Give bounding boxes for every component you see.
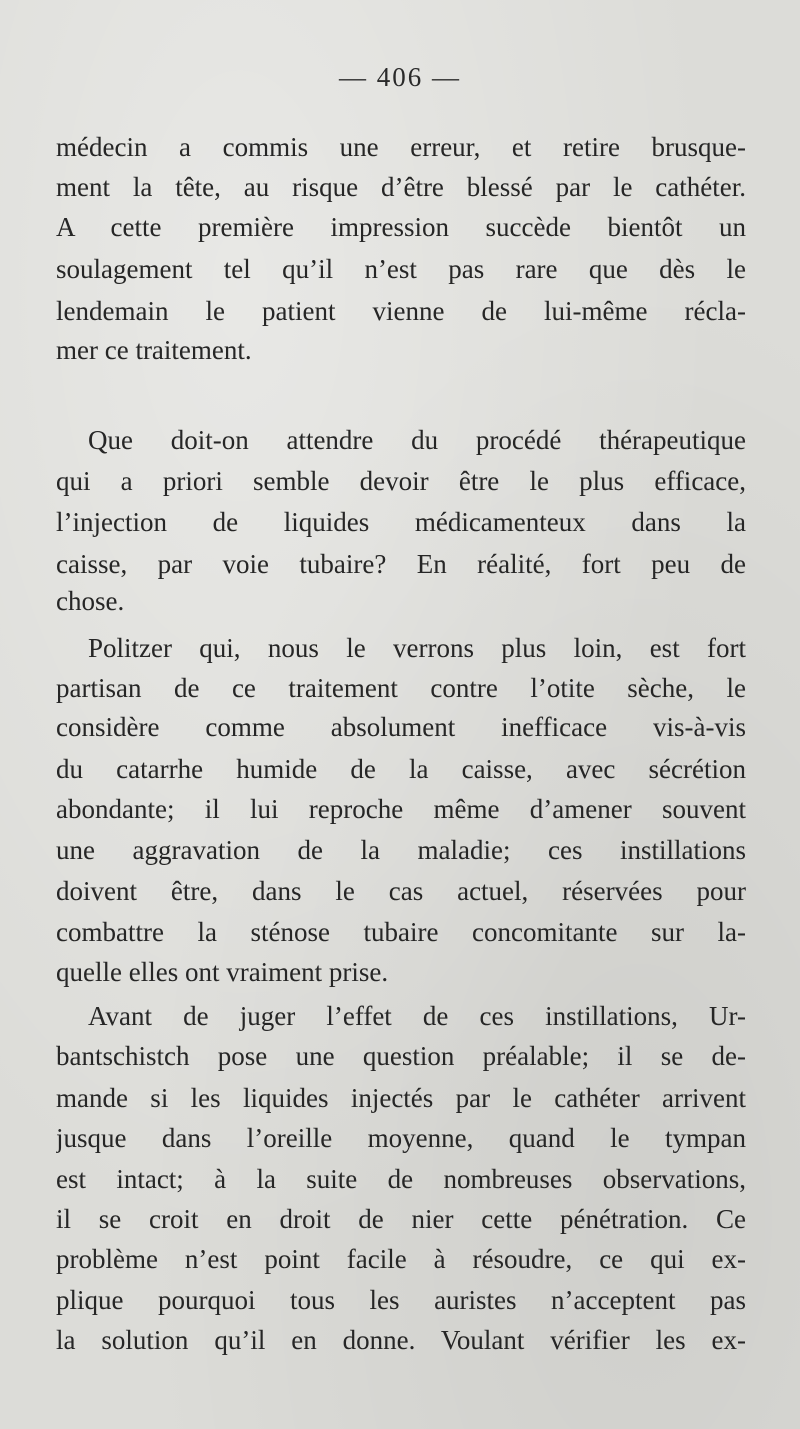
text-line: combattre la sténose tubaire concomitante sur la- xyxy=(56,917,746,947)
text-line: partisan de ce traitement contre l’otite sèche, le xyxy=(56,673,746,703)
text-line: mande si les liquides injectés par le cathéter arrivent xyxy=(56,1083,746,1113)
text-line: une aggravation de la maladie; ces instillations xyxy=(56,835,746,865)
page-number: — 406 — xyxy=(339,62,461,92)
text-line: la solution qu’il en donne. Voulant vérifier les ex- xyxy=(56,1325,746,1355)
text-line: A cette première impression succède bientôt un xyxy=(56,212,746,242)
text-line: quelle elles ont vraiment prise. xyxy=(56,957,389,987)
text-line: jusque dans l’oreille moyenne, quand le tympan xyxy=(56,1123,746,1153)
text-line: chose. xyxy=(56,586,125,616)
text-line: l’injection de liquides médicamenteux dans la xyxy=(56,507,746,537)
text-line: Que doit-on attendre du procédé thérapeutique xyxy=(88,425,746,455)
text-line: bantschistch pose une question préalable; il se de- xyxy=(56,1041,746,1071)
text-line: problème n’est point facile à résoudre, ce qui ex- xyxy=(56,1244,746,1274)
text-line: Politzer qui, nous le verrons plus loin, est fort xyxy=(88,633,746,663)
text-line: considère comme absolument inefficace vis-à-vis xyxy=(56,712,746,742)
text-line: doivent être, dans le cas actuel, réservées pour xyxy=(56,876,746,906)
text-line: caisse, par voie tubaire? En réalité, fort peu de xyxy=(56,549,746,579)
text-line: qui a priori semble devoir être le plus efficace, xyxy=(56,466,746,496)
text-line: mer ce traitement. xyxy=(56,335,252,365)
text-line: ment la tête, au risque d’être blessé par le cathéter. xyxy=(56,172,746,202)
text-line: il se croit en droit de nier cette pénétration. Ce xyxy=(56,1204,746,1234)
text-line: médecin a commis une erreur, et retire brusque- xyxy=(56,132,746,162)
text-line: plique pourquoi tous les auristes n’acceptent pas xyxy=(56,1285,746,1315)
text-line: du catarrhe humide de la caisse, avec sécrétion xyxy=(56,754,746,784)
text-line: soulagement tel qu’il n’est pas rare que dès le xyxy=(56,254,746,284)
text-line: est intact; à la suite de nombreuses observations, xyxy=(56,1164,746,1194)
text-line: Avant de juger l’effet de ces instillations, Ur- xyxy=(88,1001,746,1031)
text-line: abondante; il lui reproche même d’amener souvent xyxy=(56,794,746,824)
text-line: lendemain le patient vienne de lui-même récla- xyxy=(56,296,746,326)
